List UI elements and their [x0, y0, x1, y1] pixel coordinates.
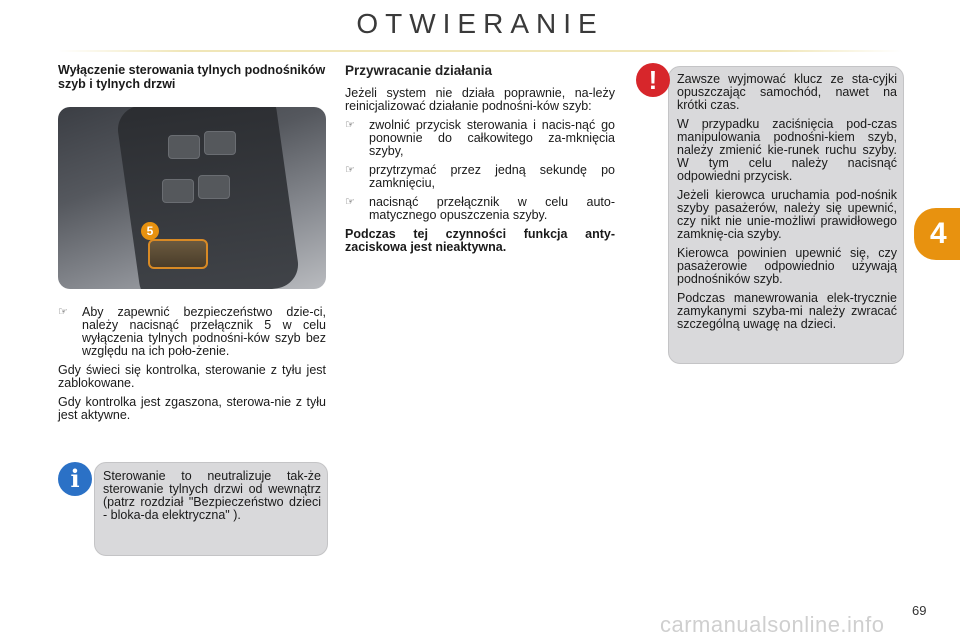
page-number: 69 — [912, 603, 927, 618]
paragraph: Gdy świeci się kontrolka, sterowanie z tyłu jest zablokowane. — [58, 363, 326, 390]
info-icon: i — [58, 462, 92, 496]
list-item — [345, 119, 615, 158]
chapter-tab[interactable] — [914, 208, 960, 260]
page-title: OTWIERANIE — [356, 8, 604, 39]
col2-body — [345, 87, 615, 260]
bullet-text: nacisnąć przełącznik w celu auto-matycznego opuszczenia szyby. — [369, 195, 615, 222]
warning-icon: ! — [636, 63, 670, 97]
window-switch — [162, 179, 194, 203]
paragraph: Gdy kontrolka jest zgaszona, sterowa-nie z tyłu jest aktywne. — [58, 395, 326, 422]
paragraph: Zawsze wyjmować klucz ze sta-cyjki opuszczając samochód, nawet na krótki czas. — [677, 72, 897, 112]
info-text: Sterowanie to neutralizuje tak-że sterowanie tylnych drzwi od wewnątrz (patrz rozdział "Bezpieczeństwo dzieci - bloka-da elektryczna" ). — [103, 469, 321, 522]
bullet-icon: ☞ — [345, 196, 355, 208]
warning-box — [668, 66, 904, 364]
info-box — [94, 462, 328, 556]
bullet-icon: ☞ — [345, 119, 355, 131]
bullet-icon: ☞ — [345, 164, 355, 176]
warning-text — [677, 73, 897, 337]
paragraph: W przypadku zaciśnięcia pod-czas manipulowania podnośni-kiem szyb, należy zmienić kie-runek ruchu szyby. W tym celu należy nacisnąć odpowiedni przycisk. — [677, 117, 897, 183]
section-heading-restore: Przywracanie działania — [345, 63, 493, 78]
bullet-text: zwolnić przycisk sterowania i nacis-nąć go ponownie do całkowitego za-mknięcia szyby, — [369, 118, 615, 158]
chapter-number: 4 — [930, 217, 947, 250]
window-switch — [198, 175, 230, 199]
bullet-text: przytrzymać przez jedną sekundę po zamknięciu, — [369, 163, 615, 190]
list-item — [58, 306, 326, 358]
paragraph: Kierowca powinien upewnić się, czy pasażerowie odpowiednio używają podnośników szyb. — [677, 246, 897, 286]
paragraph: Jeżeli system nie działa poprawnie, na-leży reinicjalizować działanie podnośni-ków szyb: — [345, 86, 615, 113]
window-switch — [204, 131, 236, 155]
list-item — [345, 164, 615, 190]
note-text: Podczas tej czynności funkcja anty-zaciskowa jest nieaktywna. — [345, 227, 615, 254]
col1-body — [58, 306, 326, 428]
bullet-text: Aby zapewnić bezpieczeństwo dzie-ci, należy nacisnąć przełącznik 5 w celu wyłączenia tylnych podnośni-ków szyb bez względu na ich poło-żenie. — [82, 305, 326, 358]
paragraph: Jeżeli kierowca uruchamia pod-nośnik szyby pasażerów, należy się upewnić, czy nikt nie unie-możliwi prawidłowego zamknię-cia szyby. — [677, 188, 897, 241]
title-divider — [58, 50, 902, 52]
child-lock-switch — [148, 239, 208, 269]
bullet-icon: ☞ — [58, 306, 68, 318]
window-switch — [168, 135, 200, 159]
list-item — [345, 196, 615, 222]
paragraph: Podczas manewrowania elek-trycznie zamykanymi szyba-mi należy zwracać szczególną uwagę na dzieci. — [677, 291, 897, 331]
callout-badge: 5 — [141, 222, 159, 240]
section-heading-disable-rear: Wyłączenie sterowania tylnych podnośników szyb i tylnych drzwi — [58, 63, 326, 91]
watermark: carmanualsonline.info — [660, 612, 885, 637]
window-switch-photo — [58, 107, 326, 289]
